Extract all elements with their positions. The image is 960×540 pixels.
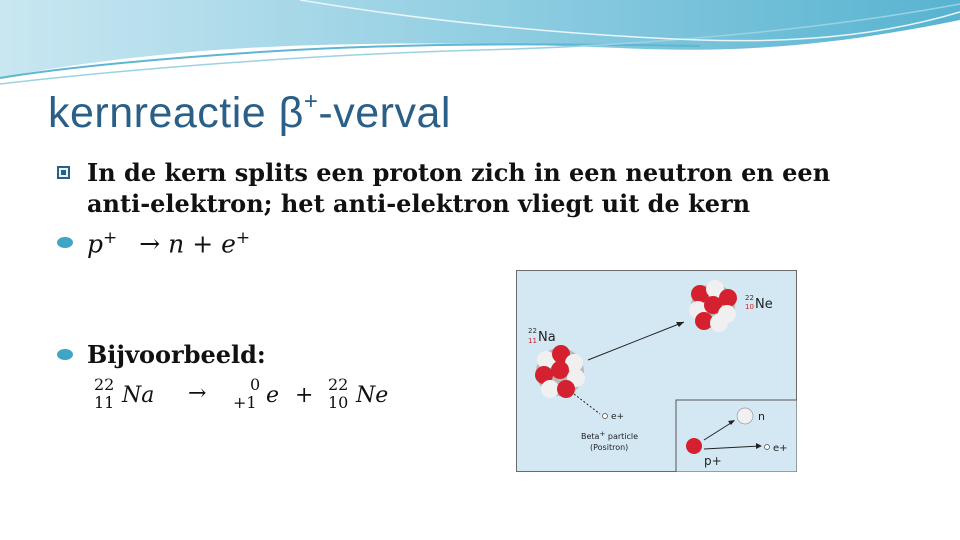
eq-proton-sup: + (103, 228, 118, 248)
ne-symbol: Ne (356, 383, 389, 408)
title-beta-symbol: β (278, 89, 304, 137)
eq-proton: p (87, 229, 104, 259)
bullet-3-label: Bijvoorbeeld: (87, 340, 266, 369)
fig-na-atomic: 11 (528, 337, 537, 345)
bullet-dot-icon (57, 237, 73, 248)
eq-neutron: n (168, 229, 185, 259)
bullet-1-line-2: anti-elektron; het anti-elektron vliegt uit de kern (87, 189, 751, 218)
example-plus: + (295, 383, 314, 408)
eq-positron: e (221, 229, 236, 259)
inset-neutron (737, 408, 753, 424)
eq-arrow: → (139, 229, 161, 259)
fig-ne-atomic: 10 (745, 303, 754, 311)
e-symbol: e (266, 383, 280, 408)
eq-plus: + (192, 229, 214, 259)
title-superscript: + (303, 88, 319, 115)
title-suffix: -verval (318, 89, 451, 137)
inset-proton (686, 438, 702, 454)
fig-na-mass: 22 (528, 327, 537, 335)
example-arrow: → (188, 381, 207, 406)
na-atomic-number: 11 (94, 393, 115, 412)
ne-mass-number: 22 (328, 375, 349, 394)
fig-ne-mass: 22 (745, 294, 754, 302)
slide-title (48, 88, 451, 138)
ne-atomic-number: 10 (328, 393, 349, 412)
bullet-square-icon (57, 166, 70, 179)
fig-na-label: Na (538, 330, 556, 345)
decay-equation (87, 228, 250, 258)
example-equation (88, 372, 418, 414)
inset-e-label: e+ (773, 443, 788, 454)
beta-plus-decay-figure (516, 270, 797, 472)
positron-dot (603, 414, 608, 419)
na-mass-number: 22 (94, 375, 115, 394)
inset-box (676, 400, 797, 472)
fig-ne-label: Ne (755, 297, 773, 312)
bullet-dot-icon (57, 349, 73, 360)
e-atomic-number: +1 (233, 393, 257, 412)
fig-positron-label: e+ (611, 412, 625, 422)
title-text: kernreactie (48, 89, 279, 137)
na-symbol: Na (122, 383, 155, 408)
fig-caption-line-2: (Positron) (590, 443, 629, 452)
inset-p-label: p+ (704, 454, 722, 468)
e-mass-number: 0 (250, 375, 261, 394)
eq-positron-sup: + (235, 228, 251, 248)
header-wave-decoration (0, 0, 960, 90)
bullet-1-line-1: In de kern splits een proton zich in een neutron en een (87, 158, 831, 187)
inset-n-label: n (758, 410, 765, 423)
fig-caption-line-1: Beta+ particle (581, 430, 639, 441)
inset-positron-dot (765, 445, 770, 450)
